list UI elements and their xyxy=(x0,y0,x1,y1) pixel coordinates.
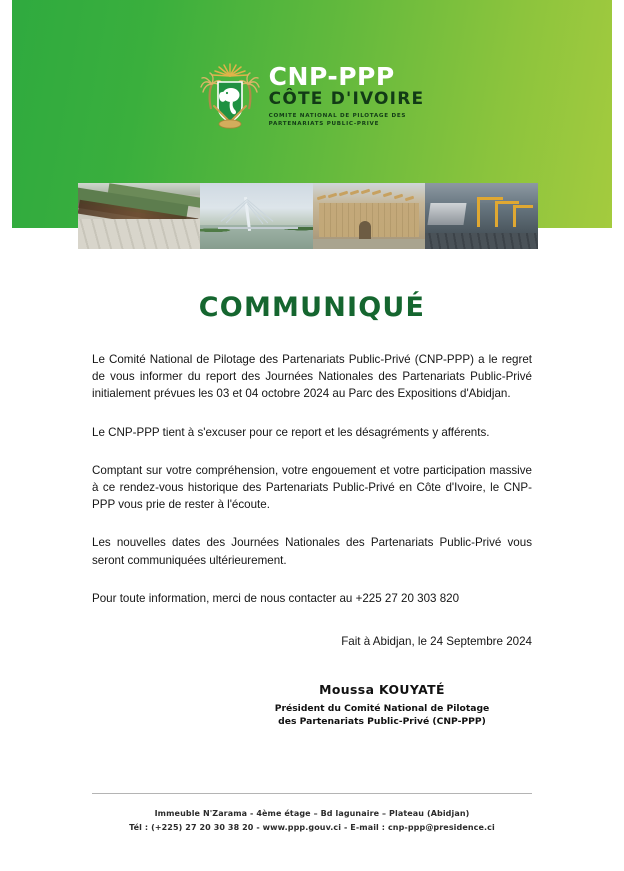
ivory-coast-coat-of-arms-icon xyxy=(200,62,260,130)
document-body xyxy=(0,258,624,728)
paragraph-contact-info: Pour toute information, merci de nous contacter au +225 27 20 303 820 xyxy=(92,591,460,605)
footer-divider xyxy=(92,793,532,794)
paragraph-apology: Le CNP-PPP tient à s'excuser pour ce report et les désagréments y afférents. xyxy=(92,425,490,439)
logo-tagline-line1: COMITE NATIONAL DE PILOTAGE DES xyxy=(268,112,407,119)
photo-modern-wooden-building xyxy=(313,183,425,249)
footer-address: Immeuble N'Zarama - 4ème étage – Bd lagunaire – Plateau (Abidjan) xyxy=(154,809,470,818)
logo-tagline-line2: PARTENARIATS PUBLIC-PRIVE xyxy=(268,121,380,127)
paragraph-new-dates: Les nouvelles dates des Journées Nationales des Partenariats Public-Privé vous seront communiquées ultérieurement. xyxy=(92,536,532,567)
photo-strip xyxy=(78,183,538,249)
signatory-name: Moussa KOUYATÉ xyxy=(319,682,445,698)
footer-contact: Tél : (+225) 27 20 30 38 20 - www.ppp.gouv.ci - E-mail : cnp-ppp@presidence.ci xyxy=(129,823,495,832)
paragraph-understanding: Comptant sur votre compréhension, votre engouement et votre participation massive à ce rendez-vous historique des Partenariats Public-Privé en Côte d'Ivoire, le CNP-PPP vous prie de rester à l'écoute. xyxy=(92,463,532,512)
photo-port-container-cranes xyxy=(425,183,538,249)
logo-title: CNP-PPP xyxy=(268,61,395,91)
logo-country: CÔTE D'IVOIRE xyxy=(268,88,425,109)
page-title: COMMUNIQUÉ xyxy=(198,292,426,323)
place-and-date: Fait à Abidjan, le 24 Septembre 2024 xyxy=(341,635,532,649)
signature-block xyxy=(0,682,624,728)
page-footer xyxy=(0,793,624,835)
signatory-role-line1: Président du Comité National de Pilotage xyxy=(274,703,490,715)
organization-logo xyxy=(12,62,612,130)
photo-market-building-green-roof xyxy=(78,183,200,249)
paragraph-report-announcement: Le Comité National de Pilotage des Partenariats Public-Privé (CNP-PPP) a le regret de vous informer du report des Journées Nationales des Partenariats Public-Privé initialement prévues les 03 et 04 octobre 2024 au Parc des Expositions d'Abidjan. xyxy=(92,353,532,401)
photo-cable-stayed-bridge xyxy=(200,183,313,249)
signatory-role-line2: des Partenariats Public-Privé (CNP-PPP) xyxy=(278,716,486,728)
signatory-role xyxy=(140,702,624,728)
paragraph-list xyxy=(92,351,532,607)
logo-text-block xyxy=(268,61,425,128)
logo-tagline xyxy=(269,112,425,128)
